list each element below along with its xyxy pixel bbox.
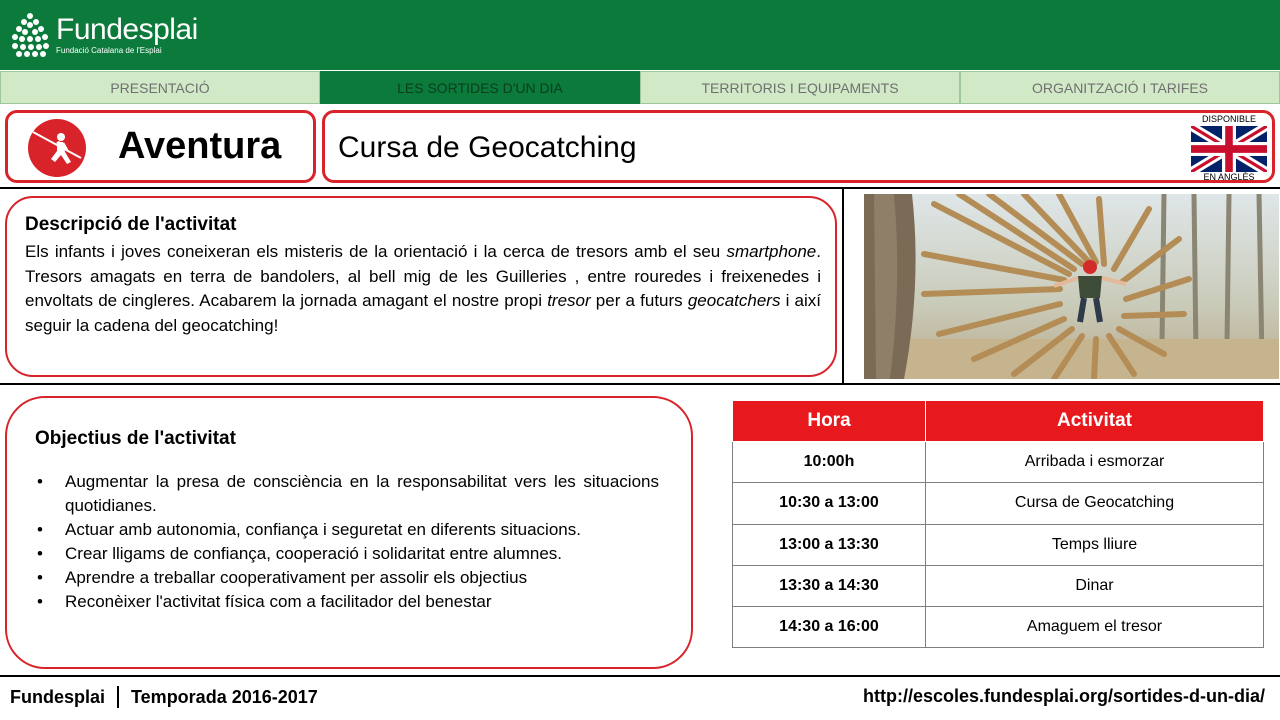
tab-territoris-i-equipaments[interactable]: TERRITORIS I EQUIPAMENTS	[640, 71, 960, 104]
brand-tagline: Fundació Catalana de l'Esplai	[56, 46, 162, 55]
time-cell: 14:30 a 16:00	[733, 607, 926, 648]
activity-cell: Arribada i esmorzar	[926, 442, 1264, 483]
objective-item: • Crear lligams de confiança, cooperació i solidaritat entre alumnes.	[35, 542, 659, 566]
tab-les-sortides-dun-dia[interactable]: LES SORTIDES D'UN DIA	[320, 71, 640, 104]
objectives-list	[35, 470, 659, 614]
schedule-header-row	[733, 401, 1264, 442]
footer-org: Fundesplai	[10, 686, 106, 707]
time-cell: 10:00h	[733, 442, 926, 483]
brand-name: Fundesplai	[56, 13, 198, 46]
time-cell: 10:30 a 13:00	[733, 483, 926, 524]
zipline-adventure-icon	[27, 118, 87, 178]
activity-title: Cursa de Geocatching	[338, 131, 637, 164]
tab-presentacio[interactable]: PRESENTACIÓ	[0, 71, 320, 104]
divider-bottom	[0, 675, 1280, 677]
activity-title-box	[322, 110, 1275, 183]
language-label-bottom: EN ANGLÈS	[1203, 172, 1255, 182]
header-bar	[0, 0, 1280, 70]
table-row	[733, 483, 1264, 524]
fundesplai-logo[interactable]	[10, 8, 198, 62]
uk-flag-icon	[1191, 126, 1267, 172]
objective-item: • Reconèixer l'activitat física com a facilitador del benestar	[35, 590, 659, 614]
divider-top	[0, 187, 1280, 189]
time-cell: 13:30 a 14:30	[733, 565, 926, 606]
column-header-hora: Hora	[733, 401, 926, 442]
activity-cell: Cursa de Geocatching	[926, 483, 1264, 524]
tab-organitzacio-i-tarifes[interactable]: ORGANITZACIÓ I TARIFES	[960, 71, 1280, 104]
activity-cell: Dinar	[926, 565, 1264, 606]
table-row	[733, 524, 1264, 565]
child-on-wooden-tunnel-photo	[864, 194, 1279, 379]
footer-separator	[117, 686, 119, 708]
description-heading: Descripció de l'activitat	[25, 214, 237, 235]
schedule-table	[732, 400, 1264, 648]
logo-mark-icon	[10, 12, 50, 58]
objective-item: • Actuar amb autonomia, confiança i seguretat en diferents situacions.	[35, 518, 659, 542]
objectives-box	[5, 396, 693, 669]
nav-tabs	[0, 71, 1280, 104]
objectives-heading: Objectius de l'activitat	[35, 428, 236, 449]
footer	[0, 683, 1280, 713]
footer-season: Temporada 2016-2017	[131, 686, 318, 707]
objective-item: • Aprendre a treballar cooperativament per assolir els objectius	[35, 566, 659, 590]
description-text: Els infants i joves coneixeran els misteris de la orientació i la cerca de tresors amb el seu smartphone. Tresors amagats en terra de bandolers, al bell mig de les Guilleries , entre rouredes i freixenedes i envoltats de cingleres. Acabarem la jornada amagant el nostre propi tresor per a futurs geocatchers i així seguir la cadena del geocatching!	[25, 242, 821, 335]
activity-cell: Amaguem el tresor	[926, 607, 1264, 648]
language-badge	[1189, 114, 1269, 182]
language-label-top: DISPONIBLE	[1201, 114, 1257, 124]
activity-cell: Temps lliure	[926, 524, 1264, 565]
time-cell: 13:00 a 13:30	[733, 524, 926, 565]
category-title: Aventura	[118, 125, 282, 167]
table-row	[733, 442, 1264, 483]
description-box	[5, 196, 837, 377]
divider-vertical	[842, 189, 844, 383]
table-row	[733, 565, 1264, 606]
category-box	[5, 110, 316, 183]
column-header-activitat: Activitat	[926, 401, 1264, 442]
table-row	[733, 607, 1264, 648]
footer-url-link[interactable]: http://escoles.fundesplai.org/sortides-d-un-dia/	[862, 686, 1265, 706]
divider-middle	[0, 383, 1280, 385]
objective-item: • Augmentar la presa de consciència en la responsabilitat vers les situacions quotidianes.	[35, 470, 659, 518]
